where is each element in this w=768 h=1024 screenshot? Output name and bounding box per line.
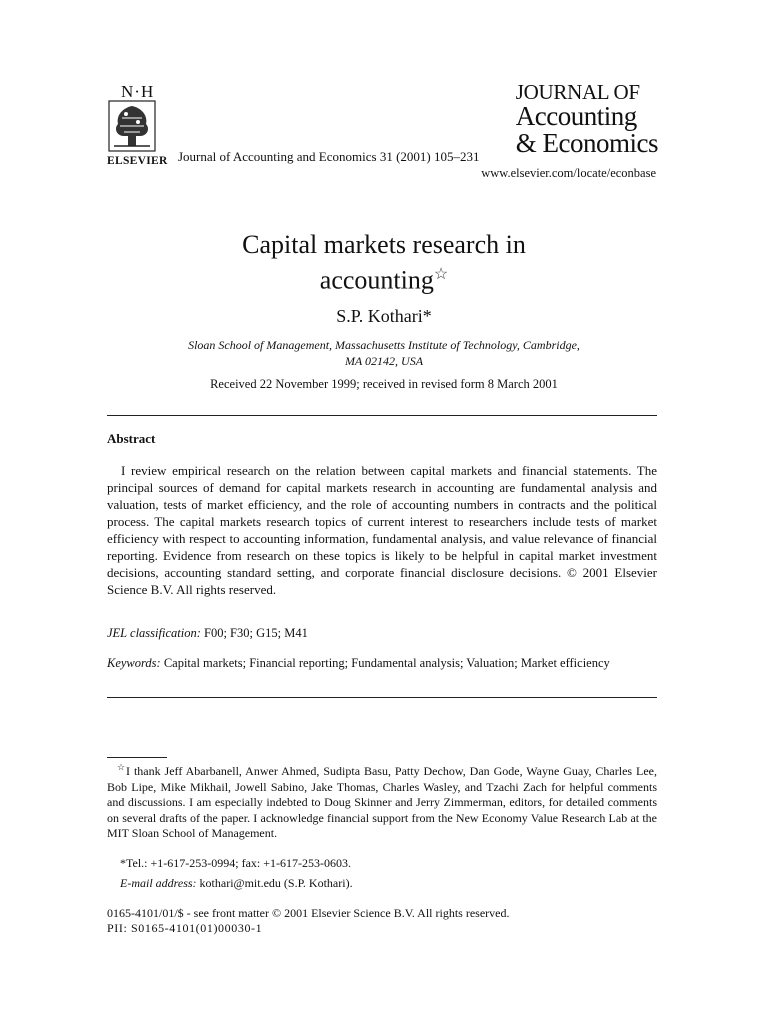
abstract-text: I review empirical research on the relation between capital markets and financial statements. The principal sources of demand for capital markets research in accounting are fundamental analysis and valuation, tests of market efficiency, and the role of accounting numbers in contracts and the political process. The capital markets research topics of current interest to researchers include tests of market efficiency with respect to accounting information, fundamental analysis, and value relevance of financial reporting. Evidence from research on these topics is likely to be helpful in capital market investment decisions, accounting standard setting, and corporate financial disclosure decisions. © 2001 Elsevier Science B.V. All rights reserved. — [107, 463, 657, 597]
title-line2: accounting — [319, 265, 434, 295]
author-affiliation — [150, 337, 618, 369]
elsevier-tree-logo-icon — [108, 100, 156, 152]
email-label: E-mail address: — [120, 876, 197, 890]
keywords-label: Keywords: — [107, 656, 161, 670]
received-dates: Received 22 November 1999; received in revised form 8 March 2001 — [210, 377, 558, 391]
issn-line: 0165-4101/01/$ - see front matter © 2001 Elsevier Science B.V. All rights reserved. — [107, 906, 510, 920]
divider-bottom — [107, 697, 657, 698]
divider-top — [107, 415, 657, 416]
title-line1: Capital markets research in — [242, 230, 526, 259]
pii-line: PII: S0165-4101(01)00030-1 — [107, 921, 263, 935]
journal-citation: Journal of Accounting and Economics 31 (2001) 105–231 — [178, 149, 480, 164]
affiliation-line1: Sloan School of Management, Massachusetts Institute of Technology, Cambridge, — [188, 338, 580, 352]
title-line2-wrap — [0, 260, 768, 296]
journal-url[interactable]: www.elsevier.com/locate/econbase — [481, 166, 656, 180]
email-value[interactable]: kothari@mit.edu (S.P. Kothari). — [199, 876, 353, 890]
article-title — [0, 230, 768, 296]
journal-logo-line2: Accounting — [515, 101, 637, 131]
keywords-value: Capital markets; Financial reporting; Fundamental analysis; Valuation; Market efficiency — [163, 656, 610, 670]
acknowledgement-text: I thank Jeff Abarbanell, Anwer Ahmed, Sudipta Basu, Patty Dechow, Dan Gode, Wayne Guay, Charles Lee, Bob Lipe, Mike Mikhail, Jowell Sabino, Jake Thomas, Charles Wasley, and Tzachi Zach for helpful comments and discussions. I am especially indebted to Doug Skinner and Jerry Zimmerman, editors, for detailed comments on several drafts of the paper. I acknowledge financial support from the New Economy Value Research Lab at the MIT Sloan School of Management. — [107, 764, 657, 840]
footnote-rule — [107, 757, 167, 758]
jel-classification — [107, 626, 657, 641]
journal-logo — [516, 82, 658, 157]
acknowledgement-footnote — [107, 760, 657, 842]
publisher-name: ELSEVIER — [107, 155, 168, 167]
keywords — [107, 656, 657, 672]
jel-value: F00; F30; G15; M41 — [204, 626, 308, 640]
star-footnote-icon[interactable]: ☆ — [433, 266, 449, 283]
affiliation-line2: MA 02142, USA — [344, 354, 424, 368]
contact-phone: *Tel.: +1-617-253-0994; fax: +1-617-253-0603. — [120, 856, 351, 870]
jel-label: JEL classification: — [107, 626, 201, 640]
journal-logo-line1: JOURNAL OF — [515, 80, 640, 104]
contact-email — [120, 876, 353, 891]
journal-logo-line3: & Economics — [515, 128, 658, 158]
footnote-star-icon: ☆ — [117, 762, 127, 772]
publisher-mark: N·H — [121, 82, 155, 101]
abstract-heading: Abstract — [107, 431, 156, 446]
author-name: S.P. Kothari* — [336, 306, 432, 326]
